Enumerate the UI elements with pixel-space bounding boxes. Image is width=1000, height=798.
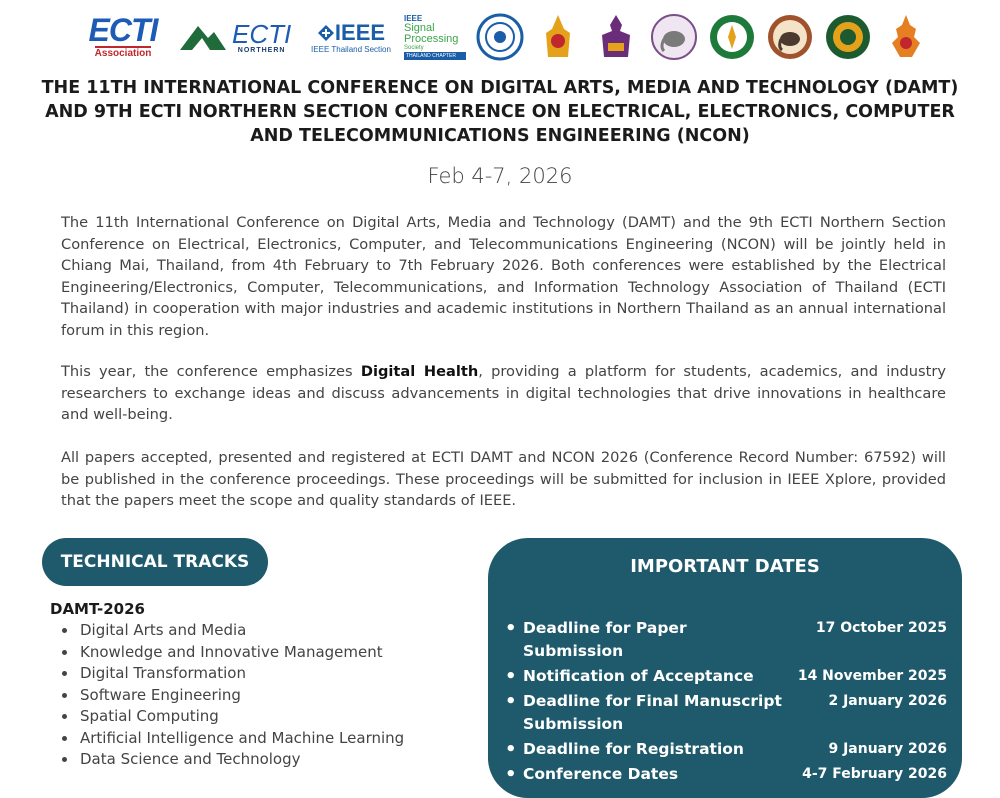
track-list <box>58 620 404 771</box>
date-label: Deadline for Final Manuscript Submission <box>523 692 782 733</box>
emphasis-highlight: Digital Health <box>360 363 479 380</box>
date-row <box>505 665 947 688</box>
mountain-icon <box>178 20 228 54</box>
important-dates-heading: IMPORTANT DATES <box>630 556 820 577</box>
date-row <box>505 763 947 786</box>
ecti-logo-text: ECTI <box>88 12 158 48</box>
sps-line4: Society <box>404 45 424 51</box>
list-item: • Data Science and Technology <box>78 749 404 771</box>
bullet: • <box>505 764 517 785</box>
flame-emblem-icon <box>882 13 930 61</box>
ecti-northern-logo-text: ECTI <box>232 18 292 49</box>
date-label: Notification of Acceptance <box>523 667 754 685</box>
list-item: • Artificial Intelligence and Machine Learning <box>78 728 404 750</box>
date-row <box>505 690 947 736</box>
bullet: • <box>505 666 517 687</box>
elephant-emblem-icon <box>766 13 814 61</box>
conference-title: THE 11TH INTERNATIONAL CONFERENCE ON DIGITAL ARTS, MEDIA AND TECHNOLOGY (DAMT) AND 9TH ECTI NORTHERN SECTION CONFERENCE ON ELECTRICAL, ELECTRONICS, COMPUTER AND TELECOMMUNICATIONS ENGINEERING (NCON) <box>41 78 959 146</box>
date-label: Deadline for Registration <box>523 740 744 758</box>
signal-processing-society-logo <box>404 12 466 62</box>
important-dates-list <box>505 617 947 788</box>
date-value: 14 November 2025 <box>797 668 947 684</box>
list-item: • Digital Transformation <box>78 663 404 685</box>
date-value: 17 October 2025 <box>815 620 947 636</box>
green-crest-icon <box>824 13 872 61</box>
bullet: • <box>505 691 517 712</box>
date-value: 4-7 February 2026 <box>802 766 947 782</box>
green-seal-icon <box>708 13 756 61</box>
bullet: • <box>505 739 517 760</box>
ieee-logo-main: IEEE <box>334 19 386 45</box>
sps-line3: Processing <box>404 33 459 45</box>
ecti-logo-sub: Association <box>94 48 152 59</box>
ieee-logo-text <box>317 21 385 45</box>
emphasis-paragraph <box>61 361 946 426</box>
ecti-northern-logo-sub: NORTHERN <box>237 46 286 54</box>
damt-track-heading: DAMT-2026 <box>50 600 145 618</box>
temple-emblem-icon <box>534 13 582 61</box>
date-value: 9 January 2026 <box>828 741 947 757</box>
bullet: • <box>505 618 517 639</box>
proceedings-paragraph: All papers accepted, presented and registered at ECTI DAMT and NCON 2026 (Conference Record Number: 67592) will be published in the conference proceedings. These proceedings will be submitted for inclusion in IEEE Xplore, provided that the papers meet the scope and quality standards of IEEE. <box>61 449 946 509</box>
sps-line5: THAILAND CHAPTER <box>404 52 466 60</box>
list-item: • Knowledge and Innovative Management <box>78 642 404 664</box>
sps-line1: IEEE <box>404 14 423 23</box>
list-item: • Spatial Computing <box>78 706 404 728</box>
ieee-diamond-icon <box>317 24 335 42</box>
emphasis-text-after: , providing a platform for students, academics, and industry researchers to exchange ideas and discuss advancements in digital technologies that drive innovations in healthcare and well-being. <box>61 363 946 423</box>
list-item: • Software Engineering <box>78 685 404 707</box>
ecti-northern-logo <box>178 14 298 60</box>
ecti-association-logo <box>78 14 168 60</box>
crown-emblem-icon <box>592 13 640 61</box>
conference-date: Feb 4-7, 2026 <box>427 164 573 188</box>
date-value: 2 January 2026 <box>828 693 947 709</box>
emphasis-text-before: This year, the conference emphasizes <box>61 363 361 380</box>
list-item: • Digital Arts and Media <box>78 620 404 642</box>
intro-paragraph: The 11th International Conference on Digital Arts, Media and Technology (DAMT) and the 9th ECTI Northern Section Conference on Electrical, Electronics, Computer, and Telecommunications Engineering (NCON) will be jointly held in Chiang Mai, Thailand, from 4th February to 7th February 2026. Both conferences were established by the Electrical Engineering/Electronics, Computer, Telecommunications, and Information Technology Association of Thailand (ECTI Thailand) in cooperation with major industries and academic institutions in Northern Thailand as an annual international forum in this region. <box>61 214 946 339</box>
technical-tracks-heading: TECHNICAL TRACKS <box>42 538 268 586</box>
date-label: Conference Dates <box>523 765 679 783</box>
sps-line2: Signal <box>404 22 435 34</box>
elephant-seal-icon <box>650 13 698 61</box>
ieee-logo-sub: IEEE Thailand Section <box>311 44 391 54</box>
date-row <box>505 617 947 663</box>
date-row <box>505 738 947 761</box>
logo-row <box>78 8 938 66</box>
university-seal-icon <box>476 13 524 61</box>
ieee-thailand-logo <box>308 14 394 60</box>
date-label: Deadline for Paper Submission <box>523 619 687 660</box>
